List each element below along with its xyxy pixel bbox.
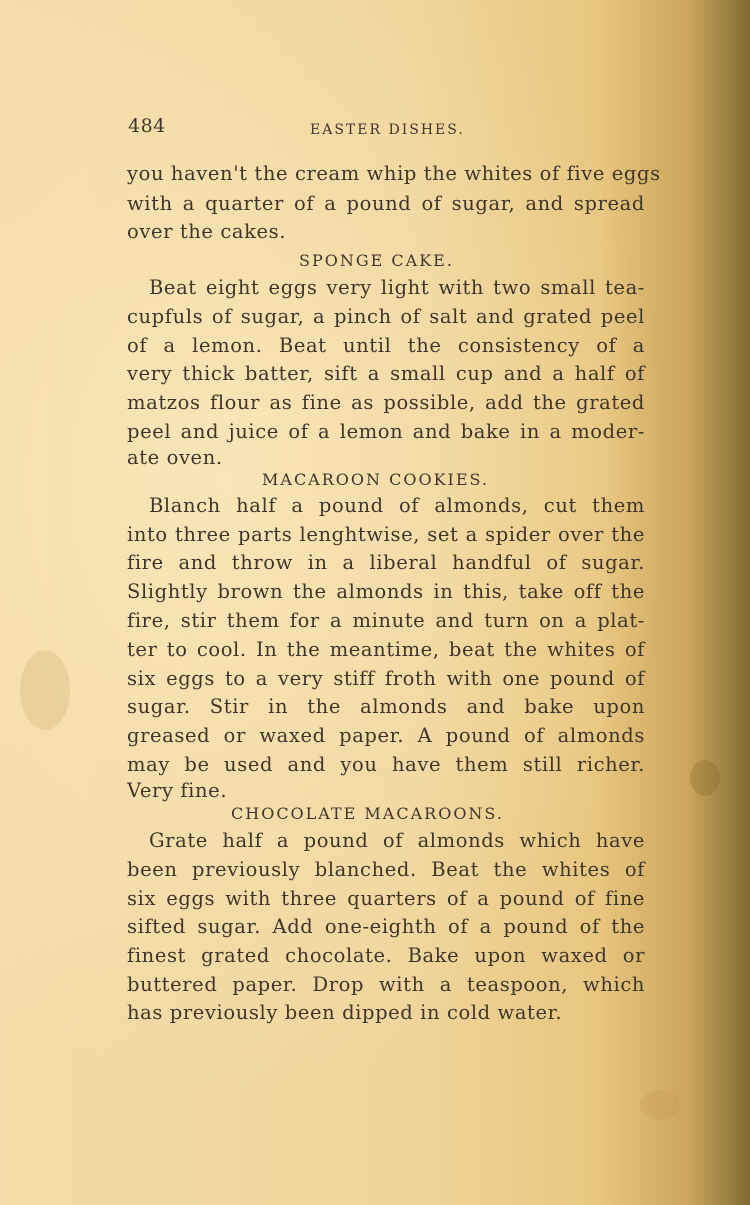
text-line: been previously blanched. Beat the whites of (127, 858, 645, 881)
text-line: six eggs to a very stiff froth with one pound of (127, 667, 645, 690)
paper-stain (20, 650, 70, 730)
text-line: sifted sugar. Add one-eighth of a pound of the (127, 915, 645, 938)
text-line: very thick batter, sift a small cup and a half of (127, 362, 645, 385)
text-line: fire and throw in a liberal handful of sugar. (127, 551, 645, 574)
text-line: peel and juice of a lemon and bake in a moder- (127, 420, 645, 443)
text-line: greased or waxed paper. A pound of almonds (127, 724, 645, 747)
running-title: EASTER DISHES. (310, 122, 465, 138)
text-line: Very fine. (127, 779, 228, 802)
section-heading-macaroon-cookies: MACAROON COOKIES. (262, 470, 490, 489)
text-line: Blanch half a pound of almonds, cut them (149, 494, 645, 517)
text-line: six eggs with three quarters of a pound of fine (127, 887, 645, 910)
text-line: cupfuls of sugar, a pinch of salt and grated peel (127, 305, 645, 328)
section-heading-chocolate-macaroons: CHOCOLATE MACAROONS. (231, 804, 504, 823)
text-line: buttered paper. Drop with a teaspoon, which (127, 973, 645, 996)
text-line: Beat eight eggs very light with two small tea- (149, 276, 645, 299)
text-line: over the cakes. (127, 220, 287, 243)
text-line: may be used and you have them still richer. (127, 753, 645, 776)
text-line: sugar. Stir in the almonds and bake upon (127, 695, 645, 718)
text-line: fire, stir them for a minute and turn on a plat- (127, 609, 645, 632)
text-line: of a lemon. Beat until the consistency of a (127, 334, 645, 357)
page-header (128, 113, 648, 143)
page-number: 484 (128, 115, 166, 137)
paper-stain (640, 1090, 680, 1120)
text-line: finest grated chocolate. Bake upon waxed or (127, 944, 645, 967)
text-line: with a quarter of a pound of sugar, and spread (127, 192, 645, 215)
text-line: ate oven. (127, 446, 223, 469)
text-line: ter to cool. In the meantime, beat the whites of (127, 638, 645, 661)
text-line: matzos flour as fine as possible, add the grated (127, 391, 645, 414)
text-line: has previously been dipped in cold water. (127, 1001, 563, 1024)
section-heading-sponge-cake: SPONGE CAKE. (299, 251, 454, 270)
paper-stain (690, 760, 720, 796)
text-line: you haven't the cream whip the whites of five eggs (127, 162, 661, 185)
text-line: Slightly brown the almonds in this, take off the (127, 580, 645, 603)
text-line: Grate half a pound of almonds which have (149, 829, 645, 852)
text-line: into three parts lenghtwise, set a spider over the (127, 523, 645, 546)
